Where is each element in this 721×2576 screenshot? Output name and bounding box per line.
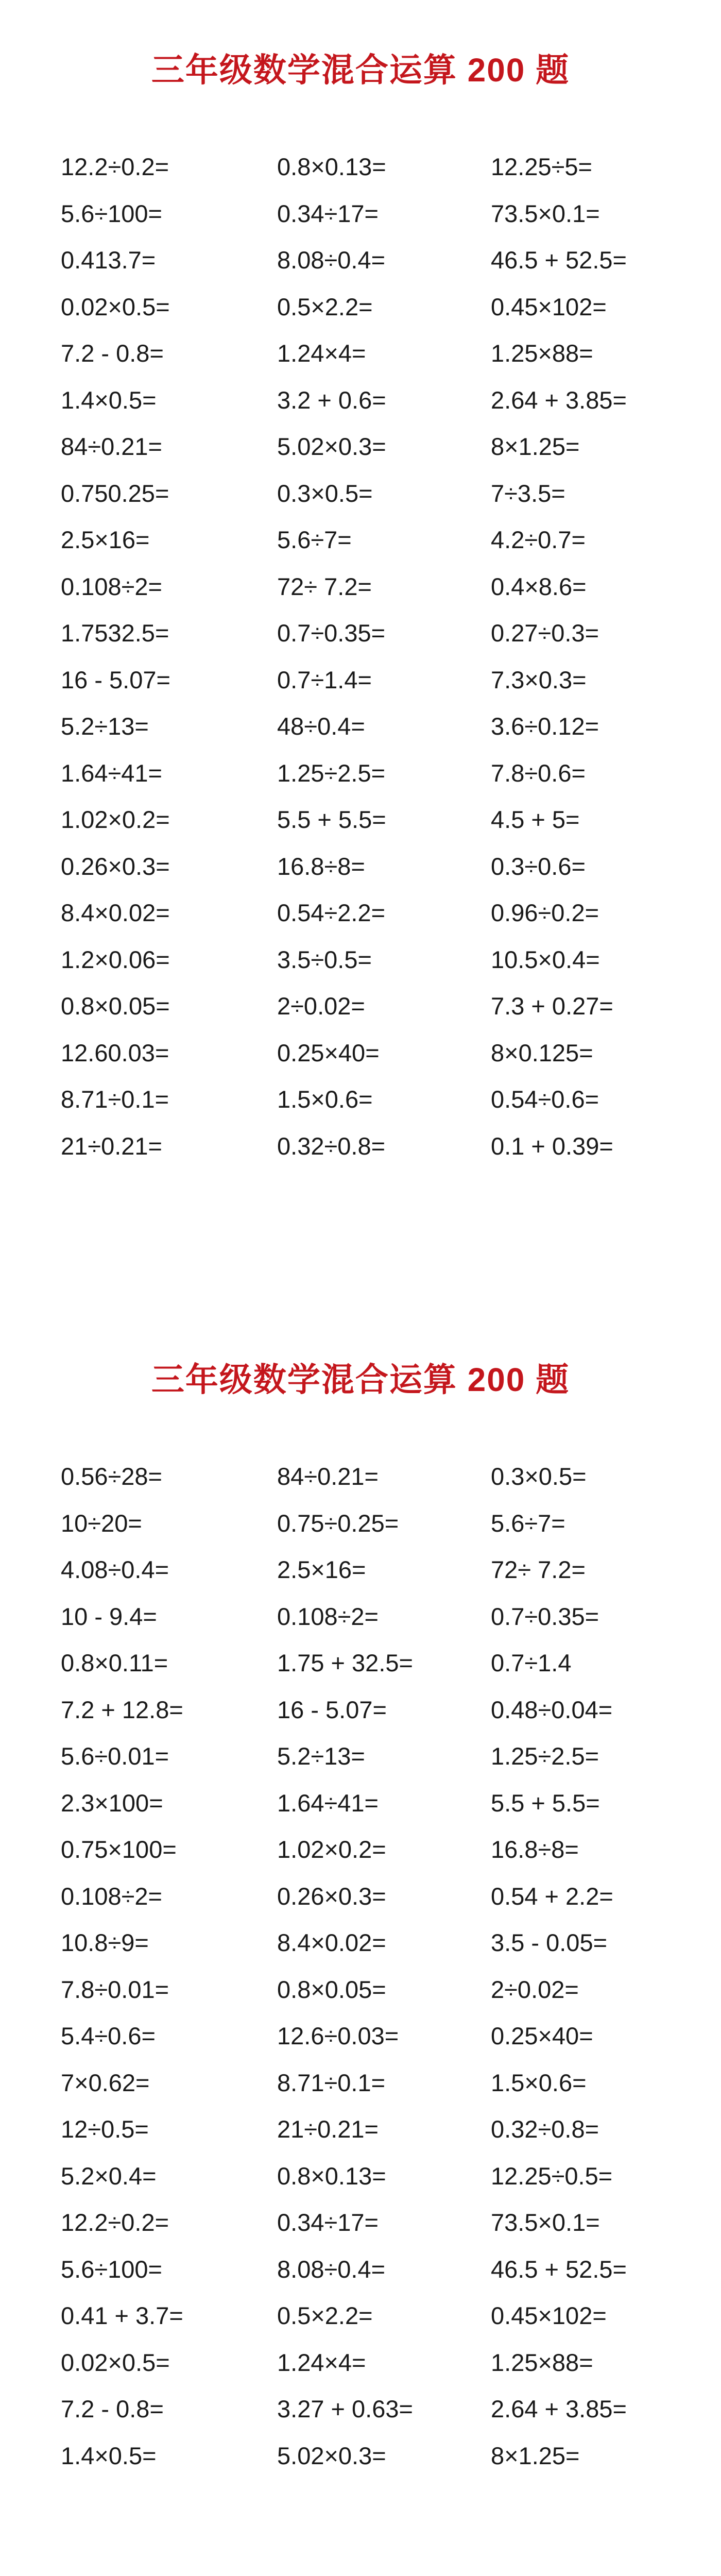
problem-item: 8.71÷0.1= — [277, 2069, 386, 2096]
problem-item: 12.2÷0.2= — [61, 153, 169, 180]
problem-item: 5.6÷100= — [61, 2255, 162, 2283]
problem-item: 8.4×0.02= — [61, 899, 170, 926]
problem-item: 1.4×0.5= — [61, 2442, 157, 2469]
problem-row — [61, 1881, 699, 1928]
problem-item: 10 - 9.4= — [61, 1602, 157, 1630]
problem-item: 0.26×0.3= — [61, 852, 170, 880]
problem-item: 3.2 + 0.6= — [277, 386, 386, 414]
problem-item: 72÷ 7.2= — [491, 1556, 586, 1583]
problem-item: 0.108÷2= — [61, 1882, 162, 1910]
problem-item: 0.41 + 3.7= — [61, 2302, 183, 2329]
problem-item: 3.5÷0.5= — [277, 945, 372, 973]
problem-item: 2.3×100= — [61, 1789, 163, 1817]
problem-item: 0.96÷0.2= — [491, 899, 599, 926]
problem-item: 7.2 + 12.8= — [61, 1696, 183, 1723]
problem-item: 0.413.7= — [61, 246, 156, 274]
problem-item: 16 - 5.07= — [277, 1696, 387, 1723]
problem-item: 16 - 5.07= — [61, 666, 170, 693]
problem-item: 12.60.03= — [61, 1039, 169, 1066]
problem-row — [61, 2254, 699, 2301]
problem-item: 7×0.62= — [61, 2069, 150, 2096]
problem-row — [61, 292, 699, 338]
problem-item: 0.02×0.5= — [61, 2348, 170, 2376]
problem-row — [61, 804, 699, 851]
problem-item: 0.1 + 0.39= — [491, 1132, 613, 1160]
problem-row — [61, 1084, 699, 1131]
problem-item: 1.4×0.5= — [61, 386, 157, 414]
problem-item: 0.108÷2= — [277, 1602, 379, 1630]
problem-item: 1.25÷2.5= — [491, 1742, 599, 1770]
problem-item: 10.8÷9= — [61, 1929, 149, 1956]
problem-item: 8.4×0.02= — [277, 1929, 386, 1956]
problem-item: 21÷0.21= — [61, 1132, 162, 1160]
problem-item: 4.5 + 5= — [491, 806, 580, 833]
problem-item: 0.34÷17= — [277, 199, 379, 227]
problem-item: 0.8×0.11= — [61, 1649, 168, 1676]
problem-item: 0.7÷1.4= — [277, 666, 372, 693]
problem-row — [61, 991, 699, 1038]
problem-item: 0.25×40= — [277, 1039, 380, 1066]
problem-item: 8×1.25= — [491, 433, 580, 460]
problem-item: 8×0.125= — [491, 1039, 593, 1066]
problem-row — [61, 1461, 699, 1508]
problem-item: 2.5×16= — [277, 1556, 366, 1583]
problem-item: 12.25÷5= — [491, 153, 592, 180]
problem-row — [61, 478, 699, 525]
problem-item: 8.71÷0.1= — [61, 1086, 169, 1113]
problem-row — [61, 2207, 699, 2254]
problem-row — [61, 1131, 699, 1178]
problem-item: 7.8÷0.01= — [61, 1975, 169, 2003]
problem-item: 0.8×0.05= — [61, 992, 170, 1020]
problem-row — [61, 1601, 699, 1648]
problem-item: 0.750.25= — [61, 479, 169, 507]
problem-row — [61, 1038, 699, 1084]
problem-item: 0.45×102= — [491, 2302, 607, 2329]
problem-item: 0.48÷0.04= — [491, 1696, 613, 1723]
problem-item: 0.26×0.3= — [277, 1882, 386, 1910]
problem-item: 7.8÷0.6= — [491, 759, 586, 787]
problem-item: 0.02×0.5= — [61, 293, 170, 320]
problem-item: 73.5×0.1= — [491, 199, 600, 227]
problem-item: 7.3×0.3= — [491, 666, 587, 693]
problem-item: 7.2 - 0.8= — [61, 340, 164, 367]
problem-item: 1.64÷41= — [61, 759, 162, 787]
problem-item: 0.54 + 2.2= — [491, 1882, 613, 1910]
problem-item: 5.02×0.3= — [277, 2442, 386, 2469]
problem-item: 0.8×0.13= — [277, 153, 386, 180]
problem-row — [61, 618, 699, 665]
problem-row — [61, 338, 699, 385]
problem-item: 10÷20= — [61, 1509, 142, 1537]
problem-row — [61, 2441, 699, 2487]
problem-item: 10.5×0.4= — [491, 945, 600, 973]
problem-item: 16.8÷8= — [491, 1836, 579, 1863]
problem-item: 0.54÷0.6= — [491, 1086, 599, 1113]
problem-row — [61, 711, 699, 758]
problem-grid — [61, 151, 699, 1177]
problem-item: 1.64÷41= — [277, 1789, 379, 1817]
problem-item: 5.6÷7= — [491, 1509, 565, 1537]
problem-item: 0.5×2.2= — [277, 293, 373, 320]
problem-item: 5.2÷13= — [277, 1742, 365, 1770]
problem-item: 5.5 + 5.5= — [277, 806, 386, 833]
problem-item: 12÷0.5= — [61, 2115, 149, 2143]
problem-item: 5.6÷100= — [61, 199, 162, 227]
problem-row — [61, 1554, 699, 1601]
problem-item: 1.75 + 32.5= — [277, 1649, 413, 1676]
problem-row — [61, 245, 699, 292]
problem-item: 3.6÷0.12= — [491, 713, 599, 740]
problem-item: 0.8×0.05= — [277, 1975, 386, 2003]
problem-row — [61, 431, 699, 478]
problem-item: 0.8×0.13= — [277, 2162, 386, 2190]
problem-item: 73.5×0.1= — [491, 2209, 600, 2236]
problem-row — [61, 2394, 699, 2441]
problem-row — [61, 665, 699, 711]
problem-row — [61, 758, 699, 805]
problem-row — [61, 198, 699, 245]
problem-grid — [61, 1461, 699, 2487]
problem-row — [61, 2161, 699, 2208]
problem-row — [61, 2114, 699, 2161]
problem-item: 5.4÷0.6= — [61, 2022, 156, 2049]
problem-row — [61, 2021, 699, 2067]
problem-item: 0.3÷0.6= — [491, 852, 586, 880]
problem-item: 1.7532.5= — [61, 619, 169, 647]
problem-item: 0.34÷17= — [277, 2209, 379, 2236]
worksheet-title: 三年级数学混合运算 200 题 — [151, 52, 570, 89]
problem-item: 3.27 + 0.63= — [277, 2395, 413, 2422]
problem-item: 7.2 - 0.8= — [61, 2395, 164, 2422]
problem-item: 72÷ 7.2= — [277, 572, 372, 600]
problem-item: 2.5×16= — [61, 526, 150, 553]
worksheet-title: 三年级数学混合运算 200 题 — [151, 1361, 570, 1398]
problem-item: 0.5×2.2= — [277, 2302, 373, 2329]
problem-item: 46.5 + 52.5= — [491, 246, 627, 274]
problem-row — [61, 1694, 699, 1741]
problem-item: 0.3×0.5= — [491, 1463, 587, 1490]
problem-item: 0.7÷0.35= — [491, 1602, 599, 1630]
problem-item: 7.3 + 0.27= — [491, 992, 613, 1020]
problem-item: 12.25÷0.5= — [491, 2162, 613, 2190]
problem-item: 46.5 + 52.5= — [491, 2255, 627, 2283]
problem-item: 84÷0.21= — [277, 1463, 379, 1490]
problem-item: 3.5 - 0.05= — [491, 1929, 608, 1956]
problem-item: 0.7÷0.35= — [277, 619, 386, 647]
problem-row — [61, 524, 699, 571]
problem-item: 7÷3.5= — [491, 479, 565, 507]
problem-row — [61, 1648, 699, 1694]
problem-row — [61, 571, 699, 618]
problem-item: 2÷0.02= — [491, 1975, 579, 2003]
problem-row — [61, 851, 699, 898]
problem-item: 0.75×100= — [61, 1836, 177, 1863]
problem-row — [61, 151, 699, 198]
problem-item: 1.25÷2.5= — [277, 759, 386, 787]
problem-item: 0.54÷2.2= — [277, 899, 386, 926]
problem-item: 1.02×0.2= — [61, 806, 170, 833]
problem-item: 2÷0.02= — [277, 992, 365, 1020]
problem-item: 5.5 + 5.5= — [491, 1789, 600, 1817]
problem-item: 5.6÷0.01= — [61, 1742, 169, 1770]
problem-row — [61, 2067, 699, 2114]
problem-item: 21÷0.21= — [277, 2115, 379, 2143]
problem-item: 2.64 + 3.85= — [491, 2395, 627, 2422]
problem-item: 0.56÷28= — [61, 1463, 162, 1490]
problem-item: 1.25×88= — [491, 340, 593, 367]
problem-item: 8×1.25= — [491, 2442, 580, 2469]
problem-item: 0.32÷0.8= — [491, 2115, 599, 2143]
problem-item: 5.2×0.4= — [61, 2162, 157, 2190]
problem-item: 1.24×4= — [277, 340, 366, 367]
problem-row — [61, 1974, 699, 2021]
problem-item: 16.8÷8= — [277, 852, 365, 880]
problem-row — [61, 1508, 699, 1555]
problem-item: 48÷0.4= — [277, 713, 365, 740]
problem-item: 5.6÷7= — [277, 526, 352, 553]
problem-item: 1.2×0.06= — [61, 945, 170, 973]
problem-item: 8.08÷0.4= — [277, 2255, 386, 2283]
problem-item: 5.02×0.3= — [277, 433, 386, 460]
problem-item: 1.02×0.2= — [277, 1836, 386, 1863]
problem-item: 1.5×0.6= — [277, 1086, 373, 1113]
problem-item: 84÷0.21= — [61, 433, 162, 460]
problem-item: 2.64 + 3.85= — [491, 386, 627, 414]
problem-item: 0.4×8.6= — [491, 572, 587, 600]
problem-row — [61, 897, 699, 944]
problem-row — [61, 1927, 699, 1974]
problem-item: 0.75÷0.25= — [277, 1509, 399, 1537]
problem-item: 0.45×102= — [491, 293, 607, 320]
problem-row — [61, 2347, 699, 2394]
problem-item: 0.32÷0.8= — [277, 1132, 386, 1160]
problem-row — [61, 1741, 699, 1788]
problem-item: 1.25×88= — [491, 2348, 593, 2376]
problem-item: 4.2÷0.7= — [491, 526, 586, 553]
problem-item: 0.3×0.5= — [277, 479, 373, 507]
problem-row — [61, 2300, 699, 2347]
problem-item: 1.24×4= — [277, 2348, 366, 2376]
problem-item: 1.5×0.6= — [491, 2069, 587, 2096]
problem-item: 12.6÷0.03= — [277, 2022, 399, 2049]
problem-item: 0.7÷1.4 — [491, 1649, 572, 1676]
problem-item: 4.08÷0.4= — [61, 1556, 169, 1583]
problem-row — [61, 385, 699, 432]
problem-item: 0.108÷2= — [61, 572, 162, 600]
problem-row — [61, 944, 699, 991]
problem-item: 0.27÷0.3= — [491, 619, 599, 647]
problem-item: 8.08÷0.4= — [277, 246, 386, 274]
problem-item: 12.2÷0.2= — [61, 2209, 169, 2236]
problem-row — [61, 1834, 699, 1881]
problem-row — [61, 1788, 699, 1835]
problem-item: 0.25×40= — [491, 2022, 593, 2049]
problem-item: 5.2÷13= — [61, 713, 149, 740]
